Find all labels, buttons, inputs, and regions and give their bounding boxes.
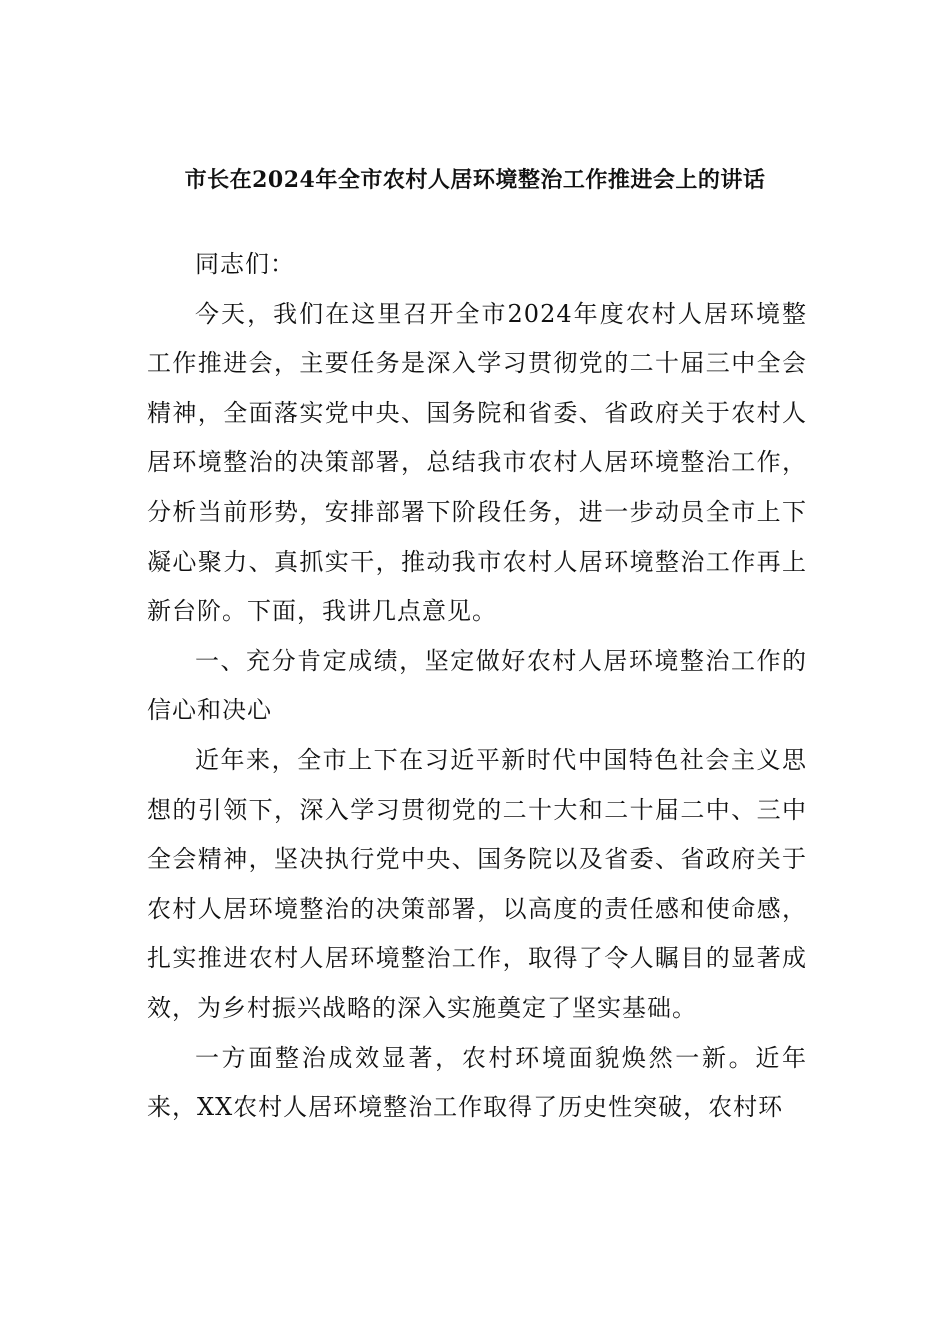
paragraph-achievements: 近年来，全市上下在习近平新时代中国特色社会主义思想的引领下，深入学习贯彻党的二十大和二十届二中、三中全会精神，坚决执行党中央、国务院以及省委、省政府关于农村人居环境整治的决策部署，以高度的责任感和使命感，扎实推进农村人居环境整治工作，取得了令人瞩目的显著成效，为乡村振兴战略的深入实施奠定了坚实基础。 [147, 745, 807, 1022]
salutation: 同志们： [195, 250, 295, 278]
document-title: 市长在2024年全市农村人居环境整治工作推进会上的讲话 [184, 167, 766, 193]
document-body [147, 240, 807, 1133]
paragraph-results: 一方面整治成效显著，农村环境面貌焕然一新。近年来，XX农村人居环境整治工作取得了历史性突破，农村环 [147, 1043, 807, 1122]
paragraph-intro: 今天，我们在这里召开全市2024年度农村人居环境整工作推进会，主要任务是深入学习贯彻党的二十届三中全会精神，全面落实党中央、国务院和省委、省政府关于农村人居环境整治的决策部署，总结我市农村人居环境整治工作，分析当前形势，安排部署下阶段任务，进一步动员全市上下凝心聚力、真抓实干，推动我市农村人居环境整治工作再上新台阶。下面，我讲几点意见。 [147, 299, 807, 626]
section-heading-1: 一、充分肯定成绩，坚定做好农村人居环境整治工作的信心和决心 [147, 646, 807, 725]
